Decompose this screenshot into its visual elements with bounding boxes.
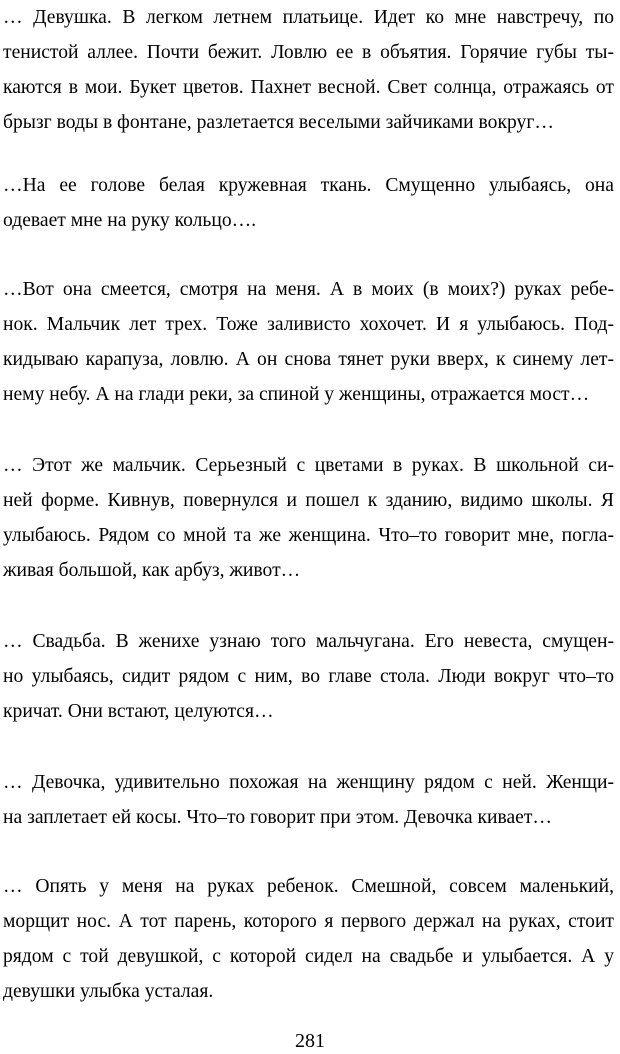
text-line: улыбаюсь. Рядом со мной та же женщина. Что–то говорит мне, погла-: [3, 525, 614, 546]
paragraph-baby-again: [3, 869, 614, 1009]
paragraph-school-boy: [3, 448, 614, 588]
paragraph-little-girl: [3, 765, 614, 835]
text-line: брызг воды в фонтане, разлетается веселыми зайчиками вокруг…: [3, 112, 554, 133]
text-line: тенистой аллее. Почти бежит. Ловлю ее в объятия. Горячие губы ты-: [3, 42, 614, 63]
text-line: девушки улыбка усталая.: [3, 981, 214, 1002]
text-line: но улыбаясь, сидит рядом с ним, во главе стола. Люди вокруг что–то: [3, 666, 614, 687]
text-line: … Свадьба. В женихе узнаю того мальчугана. Его невеста, смущен-: [3, 631, 614, 652]
text-line: … Девушка. В легком летнем платьице. Идет ко мне навстречу, по: [3, 7, 614, 28]
text-line: … Опять у меня на руках ребенок. Смешной, совсем маленький,: [3, 876, 614, 897]
text-line: нему небу. А на глади реки, за спиной у женщины, отражается мост…: [3, 384, 590, 405]
text-line: каются в мои. Букет цветов. Пахнет весной. Свет солнца, отражаясь от: [3, 77, 614, 98]
paragraph-lace-veil: [3, 168, 614, 238]
text-line: кричат. Они встают, целуются…: [3, 701, 274, 722]
text-line: …Вот она смеется, смотря на меня. А в моих (в моих?) руках ребе-: [3, 279, 614, 300]
text-line: морщит нос. А тот парень, которого я первого держал на руках, стоит: [3, 911, 614, 932]
paragraph-laughing-child: [3, 272, 614, 412]
text-line: нок. Мальчик лет трех. Тоже заливисто хохочет. И я улыбаюсь. Под-: [3, 314, 614, 335]
text-line: ней форме. Кивнув, повернулся и пошел к зданию, видимо школы. Я: [3, 490, 614, 511]
text-line: кидываю карапуза, ловлю. А он снова тянет руки вверх, к синему лет-: [3, 349, 614, 370]
text-line: рядом с той девушкой, с которой сидел на свадьбе и улыбается. А у: [3, 946, 614, 967]
text-line: одевает мне на руку кольцо….: [3, 210, 257, 231]
paragraph-wedding: [3, 624, 614, 729]
paragraph-girl-in-dress: [3, 0, 614, 140]
text-line: … Девочка, удивительно похожая на женщину рядом с ней. Женщи-: [3, 772, 614, 793]
text-line: на заплетает ей косы. Что–то говорит при этом. Девочка кивает…: [3, 807, 552, 828]
text-line: …На ее голове белая кружевная ткань. Смущенно улыбаясь, она: [3, 175, 614, 196]
text-line: … Этот же мальчик. Серьезный с цветами в руках. В школьной си-: [3, 455, 614, 476]
text-line: живая большой, как арбуз, живот…: [3, 560, 301, 581]
page-number: 281: [295, 1030, 325, 1052]
